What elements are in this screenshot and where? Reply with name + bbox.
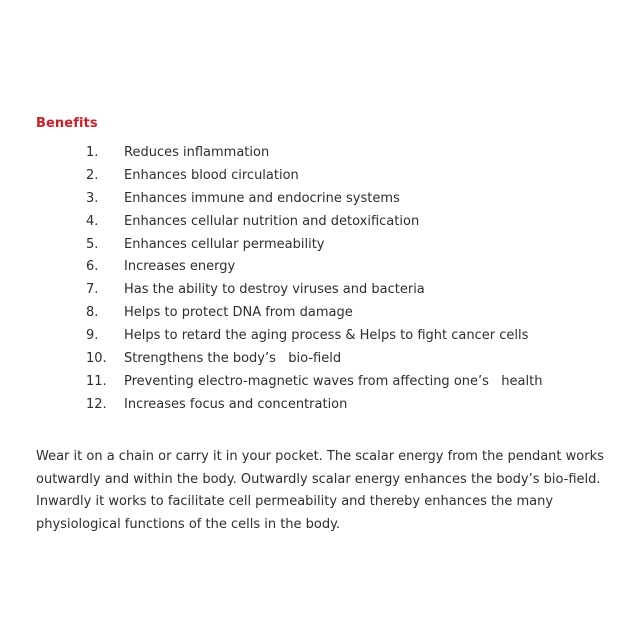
- paragraph-line: outwardly and within the body. Outwardly scalar energy enhances the body’s bio-field.: [36, 471, 601, 487]
- item-text: Enhances blood circulation: [124, 167, 299, 183]
- item-text: Helps to retard the aging process & Helps to fight cancer cells: [124, 328, 529, 344]
- item-number: 6.: [86, 259, 99, 275]
- item-text: Has the ability to destroy viruses and bacteria: [124, 282, 425, 298]
- paragraph-line: Wear it on a chain or carry it in your pocket. The scalar energy from the pendant works: [36, 449, 604, 464]
- item-number: 4.: [86, 213, 99, 229]
- item-text: Enhances immune and endocrine systems: [124, 190, 400, 206]
- item-number: 7.: [86, 282, 99, 298]
- item-text: Strengthens the body’s bio-field: [124, 351, 342, 367]
- item-number: 2.: [86, 167, 99, 183]
- item-text: Helps to protect DNA from damage: [124, 305, 353, 321]
- item-number: 1.: [86, 145, 99, 160]
- item-text: Enhances cellular nutrition and detoxification: [124, 213, 420, 229]
- paragraph-line: Inwardly it works to facilitate cell permeability and thereby enhances the many: [36, 494, 554, 509]
- item-text: Enhances cellular permeability: [124, 236, 325, 252]
- item-text: Increases focus and concentration: [124, 396, 348, 412]
- item-number: 9.: [86, 328, 99, 344]
- item-text: Increases energy: [124, 259, 236, 275]
- item-number: 11.: [86, 373, 107, 389]
- item-number: 12.: [86, 396, 107, 412]
- paragraph-line: physiological functions of the cells in the body.: [36, 516, 341, 532]
- item-number: 3.: [86, 190, 99, 206]
- item-number: 8.: [86, 305, 99, 321]
- item-number: 5.: [86, 236, 99, 252]
- item-text: Reduces inflammation: [124, 145, 270, 160]
- item-number: 10.: [86, 351, 107, 367]
- benefits-heading: Benefits: [36, 116, 98, 131]
- item-text: Preventing electro-magnetic waves from affecting one’s health: [124, 373, 543, 389]
- description-paragraph: [36, 446, 636, 536]
